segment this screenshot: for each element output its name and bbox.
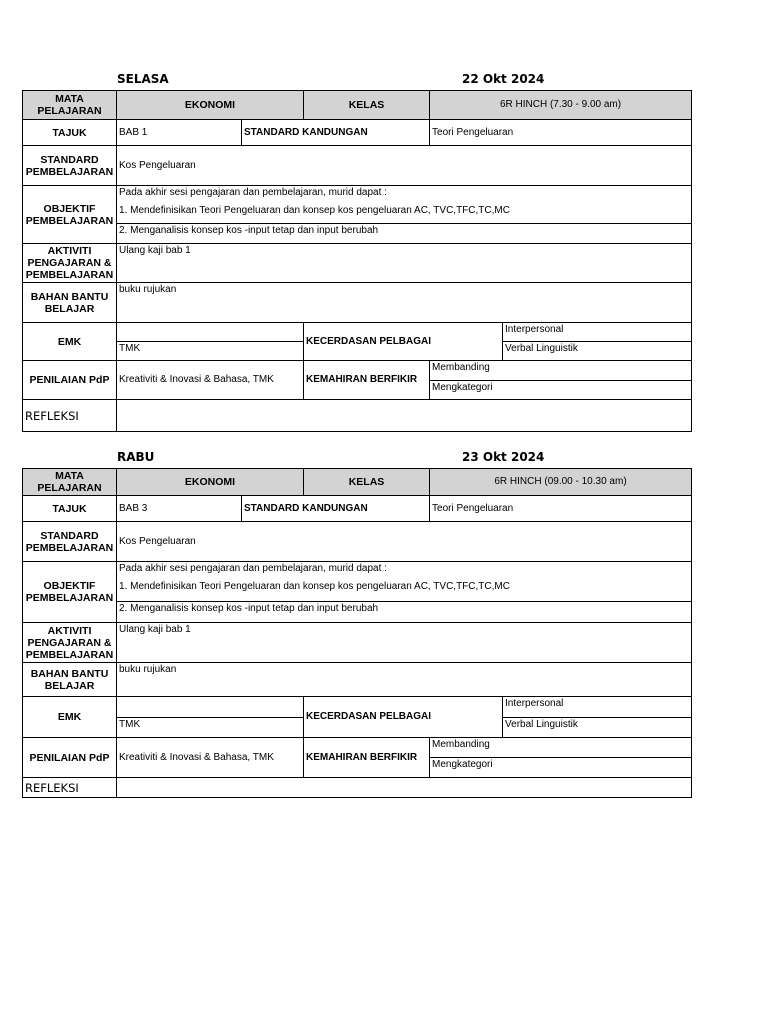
aktiviti-value: Ulang kaji bab 1 <box>117 244 692 283</box>
kecerdasan-value-2: Verbal Linguistik <box>503 342 692 361</box>
emk-label: EMK <box>23 323 117 361</box>
kecerdasan-label: KECERDASAN PELBAGAI <box>304 697 503 738</box>
lesson-plan-day-2 <box>22 448 691 798</box>
standard-pembelajaran-label: STANDARD PEMBELAJARAN <box>23 146 117 186</box>
bahan-value: buku rujukan <box>117 283 692 323</box>
day-date: 23 Okt 2024 <box>462 450 545 464</box>
bahan-label: BAHAN BANTU BELAJAR <box>23 283 117 323</box>
emk-value-1 <box>117 697 304 718</box>
subject-value: EKONOMI <box>117 469 304 496</box>
day-date: 22 Okt 2024 <box>462 72 545 86</box>
kemahiran-label: KEMAHIRAN BERFIKIR <box>304 738 430 778</box>
mata-pelajaran-label: MATA PELAJARAN <box>23 469 117 496</box>
emk-value-1 <box>117 323 304 342</box>
standard-kandungan-value: Teori Pengeluaran <box>430 120 692 146</box>
kecerdasan-label: KECERDASAN PELBAGAI <box>304 323 503 361</box>
day-header <box>22 448 691 468</box>
penilaian-value: Kreativiti & Inovasi & Bahasa, TMK <box>117 361 304 400</box>
objektif-intro: Pada akhir sesi pengajaran dan pembelajaran, murid dapat : <box>119 563 387 574</box>
penilaian-value: Kreativiti & Inovasi & Bahasa, TMK <box>117 738 304 778</box>
standard-kandungan-label: STANDARD KANDUNGAN <box>242 120 430 146</box>
penilaian-label: PENILAIAN PdP <box>23 361 117 400</box>
kecerdasan-value-1: Interpersonal <box>503 697 692 718</box>
mata-pelajaran-label: MATA PELAJARAN <box>23 91 117 120</box>
class-value: 6R HINCH (09.00 - 10.30 am) <box>430 469 692 496</box>
emk-value-2: TMK <box>117 718 304 738</box>
objektif-label: OBJEKTIF PEMBELAJARAN <box>23 186 117 244</box>
kemahiran-value-2: Mengkategori <box>430 381 692 400</box>
penilaian-label: PENILAIAN PdP <box>23 738 117 778</box>
kemahiran-value-1: Membanding <box>430 361 692 381</box>
lesson-plan-table <box>22 468 692 798</box>
objektif-label: OBJEKTIF PEMBELAJARAN <box>23 562 117 623</box>
kecerdasan-value-1: Interpersonal <box>503 323 692 342</box>
bahan-value: buku rujukan <box>117 663 692 697</box>
aktiviti-label: AKTIVITI PENGAJARAN & PEMBELAJARAN <box>23 623 117 663</box>
standard-pembelajaran-value: Kos Pengeluaran <box>117 522 692 562</box>
kelas-label: KELAS <box>304 91 430 120</box>
class-value: 6R HINCH (7.30 - 9.00 am) <box>430 91 692 120</box>
refleksi-value <box>117 778 692 798</box>
kemahiran-label: KEMAHIRAN BERFIKIR <box>304 361 430 400</box>
day-name: RABU <box>117 450 155 464</box>
tajuk-label: TAJUK <box>23 496 117 522</box>
aktiviti-value: Ulang kaji bab 1 <box>117 623 692 663</box>
lesson-plan-table <box>22 90 692 432</box>
objektif-intro: Pada akhir sesi pengajaran dan pembelajaran, murid dapat : <box>119 187 387 198</box>
objektif-item-2: 2. Menganalisis konsep kos -input tetap dan input berubah <box>117 224 692 244</box>
standard-pembelajaran-label: STANDARD PEMBELAJARAN <box>23 522 117 562</box>
standard-kandungan-label: STANDARD KANDUNGAN <box>242 496 430 522</box>
day-name: SELASA <box>117 72 169 86</box>
objektif-intro-cell <box>117 562 692 602</box>
subject-value: EKONOMI <box>117 91 304 120</box>
tajuk-label: TAJUK <box>23 120 117 146</box>
lesson-plan-day-1 <box>22 70 691 432</box>
day-header <box>22 70 691 90</box>
standard-kandungan-value: Teori Pengeluaran <box>430 496 692 522</box>
kecerdasan-value-2: Verbal Linguistik <box>503 718 692 738</box>
emk-label: EMK <box>23 697 117 738</box>
tajuk-value: BAB 1 <box>117 120 242 146</box>
objektif-item-1: 1. Mendefinisikan Teori Pengeluaran dan konsep kos pengeluaran AC, TVC,TFC,TC,MC <box>119 581 510 592</box>
bahan-label: BAHAN BANTU BELAJAR <box>23 663 117 697</box>
refleksi-label: REFLEKSI <box>23 778 117 798</box>
kemahiran-value-1: Membanding <box>430 738 692 758</box>
objektif-intro-cell <box>117 186 692 224</box>
tajuk-value: BAB 3 <box>117 496 242 522</box>
objektif-item-1: 1. Mendefinisikan Teori Pengeluaran dan konsep kos pengeluaran AC, TVC,TFC,TC,MC <box>119 205 510 216</box>
objektif-item-2: 2. Menganalisis konsep kos -input tetap dan input berubah <box>117 602 692 623</box>
aktiviti-label: AKTIVITI PENGAJARAN & PEMBELAJARAN <box>23 244 117 283</box>
standard-pembelajaran-value: Kos Pengeluaran <box>117 146 692 186</box>
kemahiran-value-2: Mengkategori <box>430 758 692 778</box>
refleksi-value <box>117 400 692 432</box>
emk-value-2: TMK <box>117 342 304 361</box>
refleksi-label: REFLEKSI <box>23 400 117 432</box>
kelas-label: KELAS <box>304 469 430 496</box>
